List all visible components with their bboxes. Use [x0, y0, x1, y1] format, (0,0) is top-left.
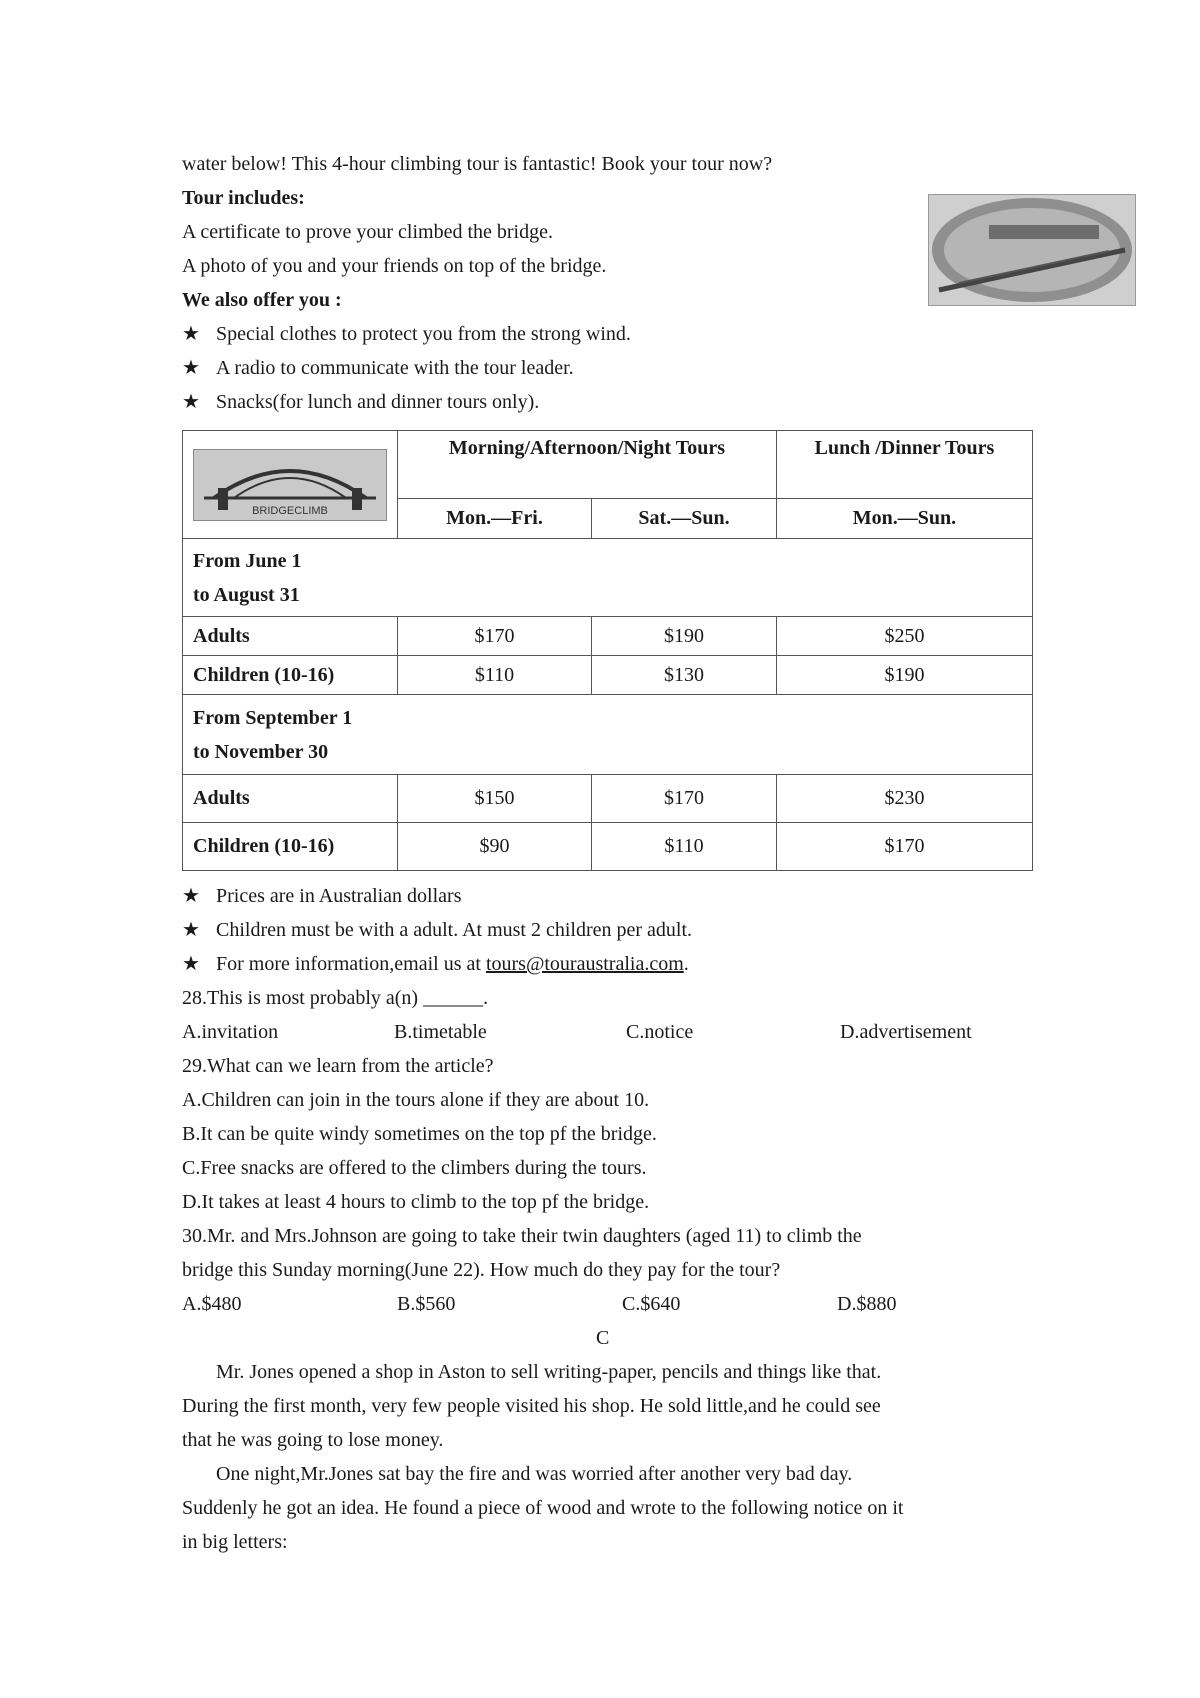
price-cell: $170: [398, 617, 592, 656]
bridgeclimb-logo: [193, 449, 387, 521]
q28-option-d: D.advertisement: [840, 1021, 972, 1043]
bridge-photo: [928, 194, 1136, 306]
include-item: A photo of you and your friends on top of the bridge.: [182, 255, 607, 277]
price-cell: $190: [592, 617, 777, 656]
period-june-august: From June 1 to August 31: [183, 539, 1033, 617]
q28-option-b: B.timetable: [394, 1021, 487, 1043]
price-cell: $110: [592, 823, 777, 871]
q30-option-b: B.$560: [397, 1293, 456, 1315]
star-icon: ★: [182, 357, 200, 379]
include-item: A certificate to prove your climbed the bridge.: [182, 221, 553, 243]
offer-heading: We also offer you :: [182, 289, 342, 311]
price-cell: $170: [776, 823, 1032, 871]
intro-text: water below! This 4-hour climbing tour is fantastic! Book your tour now?: [182, 153, 773, 175]
price-cell: $230: [776, 775, 1032, 823]
offer-item: ★ Special clothes to protect you from the strong wind.: [182, 323, 631, 345]
row-label: Children (10-16): [183, 656, 398, 695]
section-c-heading: C: [596, 1327, 610, 1349]
note-item: ★ Children must be with a adult. At must 2 children per adult.: [182, 919, 693, 941]
q28-option-c: C.notice: [626, 1021, 694, 1043]
question-29: 29.What can we learn from the article?: [182, 1055, 494, 1077]
header-morning-afternoon-night: Morning/Afternoon/Night Tours: [398, 431, 777, 499]
offer-item: ★ A radio to communicate with the tour leader.: [182, 357, 574, 379]
subheader-sat-sun: Sat.—Sun.: [592, 499, 777, 539]
passage-line: One night,Mr.Jones sat bay the fire and was worried after another very bad day.: [216, 1463, 853, 1485]
question-30-line2: bridge this Sunday morning(June 22). How much do they pay for the tour?: [182, 1259, 781, 1281]
q28-option-a: A.invitation: [182, 1021, 279, 1043]
header-lunch-dinner: Lunch /Dinner Tours: [776, 431, 1032, 499]
question-28: 28.This is most probably a(n) ______.: [182, 987, 489, 1009]
subheader-mon-sun: Mon.—Sun.: [776, 499, 1032, 539]
row-label: Children (10-16): [183, 823, 398, 871]
q29-option-c: C.Free snacks are offered to the climbers during the tours.: [182, 1157, 647, 1179]
logo-text: BRIDGECLIMB: [252, 504, 328, 517]
price-cell: $90: [398, 823, 592, 871]
question-30-line1: 30.Mr. and Mrs.Johnson are going to take their twin daughters (aged 11) to climb the: [182, 1225, 862, 1247]
q30-option-a: A.$480: [182, 1293, 242, 1315]
passage-line: that he was going to lose money.: [182, 1429, 444, 1451]
email-link[interactable]: tours@touraustralia.com: [485, 953, 684, 975]
star-icon: ★: [182, 953, 200, 975]
row-label: Adults: [183, 775, 398, 823]
price-cell: $130: [592, 656, 777, 695]
star-icon: ★: [182, 885, 200, 907]
price-cell: $150: [398, 775, 592, 823]
passage-line: Mr. Jones opened a shop in Aston to sell writing-paper, pencils and things like that.: [216, 1361, 882, 1383]
passage-line: During the first month, very few people visited his shop. He sold little,and he could see: [182, 1395, 881, 1417]
period-september-november: From September 1 to November 30: [183, 695, 1033, 775]
q29-option-d: D.It takes at least 4 hours to climb to the top pf the bridge.: [182, 1191, 650, 1213]
includes-heading: Tour includes:: [182, 187, 305, 209]
note-item: ★ For more information,email us at tours@touraustralia.com.: [182, 953, 689, 975]
price-cell: $170: [592, 775, 777, 823]
q30-option-c: C.$640: [622, 1293, 681, 1315]
star-icon: ★: [182, 919, 200, 941]
subheader-mon-fri: Mon.—Fri.: [398, 499, 592, 539]
price-table: [182, 430, 1033, 871]
logo-cell: [183, 431, 398, 539]
row-label: Adults: [183, 617, 398, 656]
offer-item: ★ Snacks(for lunch and dinner tours only).: [182, 391, 540, 413]
price-cell: $250: [776, 617, 1032, 656]
q30-option-d: D.$880: [837, 1293, 897, 1315]
note-item: ★ Prices are in Australian dollars: [182, 885, 462, 907]
passage-line: Suddenly he got an idea. He found a piece of wood and wrote to the following notice on it: [182, 1497, 904, 1519]
star-icon: ★: [182, 323, 200, 345]
price-cell: $190: [776, 656, 1032, 695]
q29-option-b: B.It can be quite windy sometimes on the top pf the bridge.: [182, 1123, 657, 1145]
star-icon: ★: [182, 391, 200, 413]
q29-option-a: A.Children can join in the tours alone if they are about 10.: [182, 1089, 650, 1111]
price-cell: $110: [398, 656, 592, 695]
passage-line: in big letters:: [182, 1531, 288, 1553]
